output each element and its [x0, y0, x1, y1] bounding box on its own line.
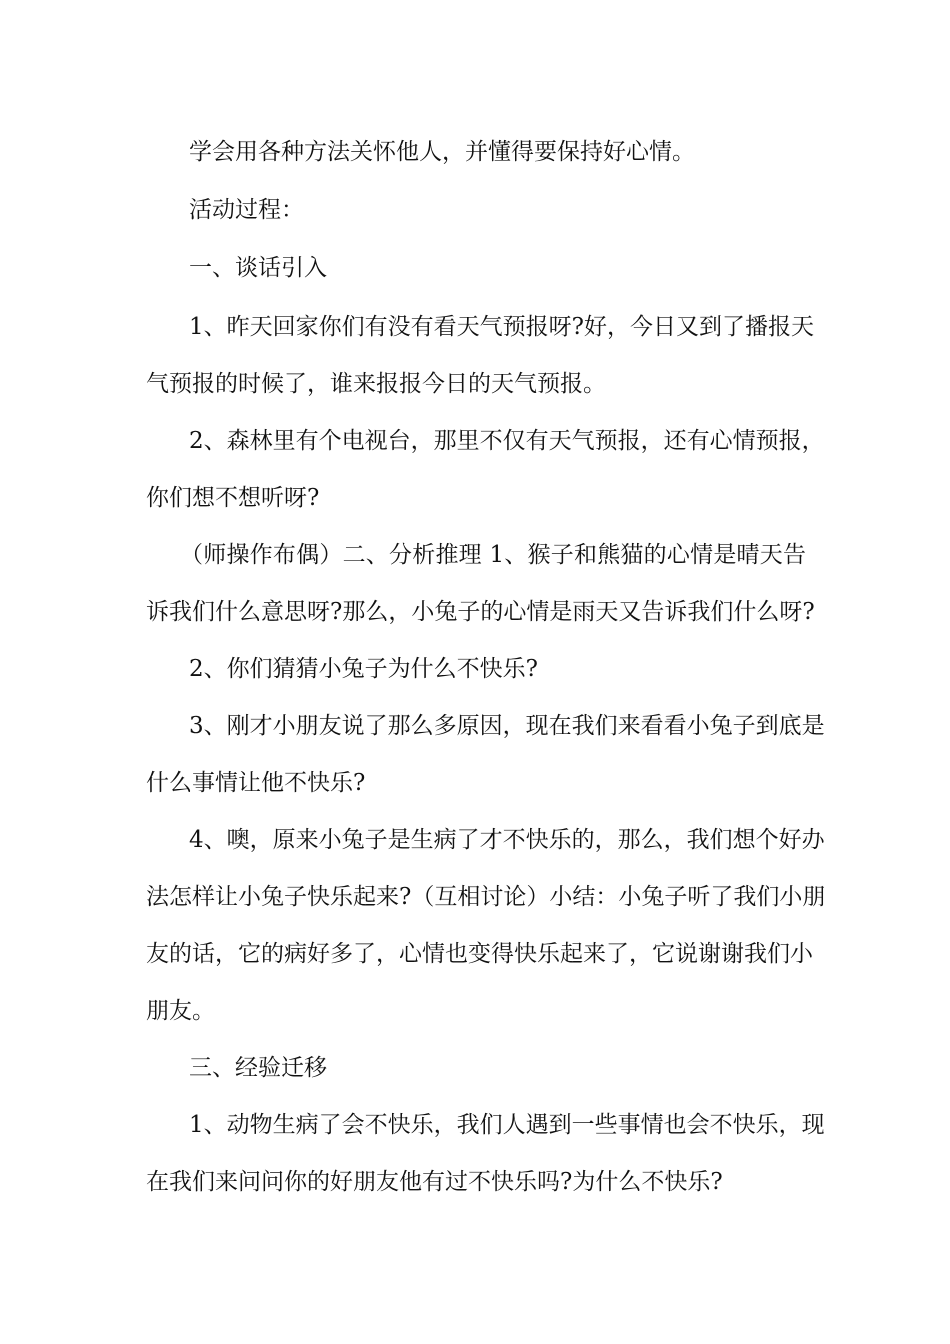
paragraph-line: 朋友。	[146, 998, 215, 1024]
paragraph-line: 2、森林里有个电视台，那里不仅有天气预报，还有心情预报，	[189, 428, 825, 454]
paragraph-line: 诉我们什么意思呀?那么，小兔子的心情是雨天又告诉我们什么呀?	[146, 599, 815, 625]
paragraph-line: 1、昨天回家你们有没有看天气预报呀?好，今日又到了播报天	[189, 314, 814, 340]
paragraph-line: 友的话，它的病好多了，心情也变得快乐起来了，它说谢谢我们小	[146, 941, 813, 967]
paragraph-line: 你们想不想听呀?	[146, 485, 320, 511]
paragraph-line: 法怎样让小兔子快乐起来?（互相讨论）小结：小兔子听了我们小朋	[146, 884, 826, 910]
paragraph-line: 3、刚才小朋友说了那么多原因，现在我们来看看小兔子到底是	[189, 713, 825, 739]
paragraph-line: 在我们来问问你的好朋友他有过不快乐吗?为什么不快乐?	[146, 1169, 723, 1195]
section-heading: 一、谈话引入	[189, 255, 327, 281]
paragraph-line: 4、噢，原来小兔子是生病了才不快乐的，那么，我们想个好办	[189, 827, 825, 853]
paragraph-line: 活动过程：	[189, 197, 304, 223]
paragraph-line: 什么事情让他不快乐?	[146, 770, 366, 796]
paragraph-line: 学会用各种方法关怀他人，并懂得要保持好心情。	[189, 139, 695, 165]
paragraph-line: 2、你们猜猜小兔子为什么不快乐?	[189, 656, 538, 682]
paragraph-line: 1、动物生病了会不快乐，我们人遇到一些事情也会不快乐，现	[189, 1112, 825, 1138]
paragraph-line: （师操作布偶）二、分析推理 1、猴子和熊猫的心情是晴天告	[180, 542, 806, 568]
paragraph-line: 气预报的时候了，谁来报报今日的天气预报。	[146, 371, 606, 397]
section-heading: 三、经验迁移	[189, 1055, 327, 1081]
